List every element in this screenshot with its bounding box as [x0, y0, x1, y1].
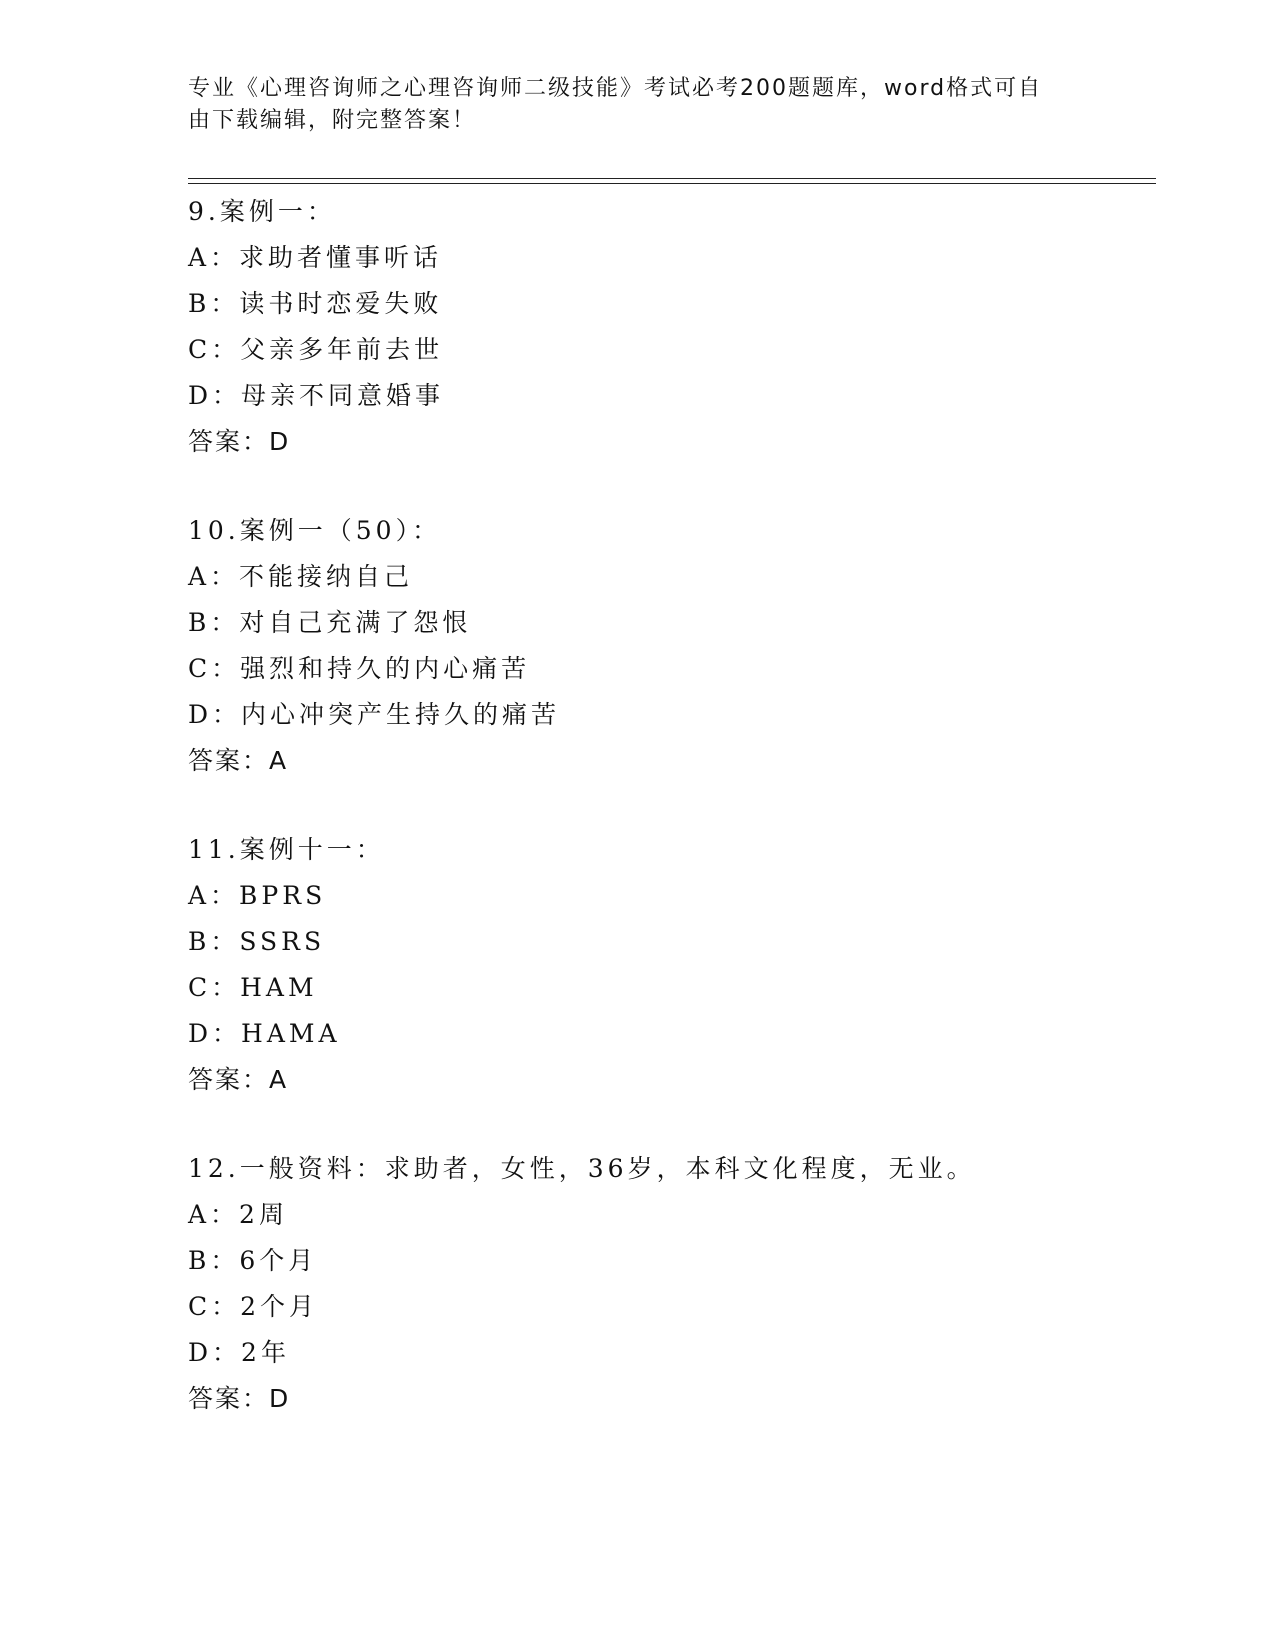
- document-header: [188, 73, 1088, 137]
- option-b: B：6个月: [188, 1246, 318, 1275]
- option-d: D：HAMA: [188, 1019, 341, 1048]
- question-11: [188, 827, 1148, 1103]
- answer-line: 答案：D: [188, 427, 291, 456]
- option-b: B：读书时恋爱失败: [188, 289, 443, 318]
- option-b: B：对自己充满了怨恨: [188, 608, 472, 637]
- option-a: A：不能接纳自己: [188, 562, 414, 591]
- header-divider-top: [188, 178, 1156, 179]
- question-12: [188, 1146, 1148, 1422]
- answer-line: 答案：D: [188, 1384, 291, 1413]
- option-c: C：强烈和持久的内心痛苦: [188, 654, 531, 683]
- question-stem: 9.案例一：: [188, 197, 336, 226]
- option-d: D：内心冲突产生持久的痛苦: [188, 700, 561, 729]
- option-b: B：SSRS: [188, 927, 326, 956]
- question-list: [188, 189, 1148, 1465]
- question-stem: 11.案例十一：: [188, 835, 385, 864]
- option-c: C：2个月: [188, 1292, 319, 1321]
- option-a: A：2周: [188, 1200, 288, 1229]
- option-c: C：HAM: [188, 973, 318, 1002]
- header-divider-bottom: [188, 183, 1156, 184]
- option-d: D：2年: [188, 1338, 290, 1367]
- header-line-2: 由下载编辑，附完整答案！: [188, 108, 477, 133]
- question-9: [188, 189, 1148, 465]
- option-a: A：求助者懂事听话: [188, 243, 443, 272]
- option-a: A：BPRS: [188, 881, 327, 910]
- question-stem: 12.一般资料：求助者，女性，36岁，本科文化程度，无业。: [188, 1154, 976, 1183]
- answer-line: 答案：A: [188, 746, 289, 775]
- option-c: C：父亲多年前去世: [188, 335, 444, 364]
- answer-line: 答案：A: [188, 1065, 289, 1094]
- question-10: [188, 508, 1148, 784]
- question-stem: 10.案例一（50）：: [188, 516, 442, 545]
- header-line-1: 专业《心理咨询师之心理咨询师二级技能》考试必考200题题库，word格式可自: [188, 76, 1043, 101]
- option-d: D：母亲不同意婚事: [188, 381, 445, 410]
